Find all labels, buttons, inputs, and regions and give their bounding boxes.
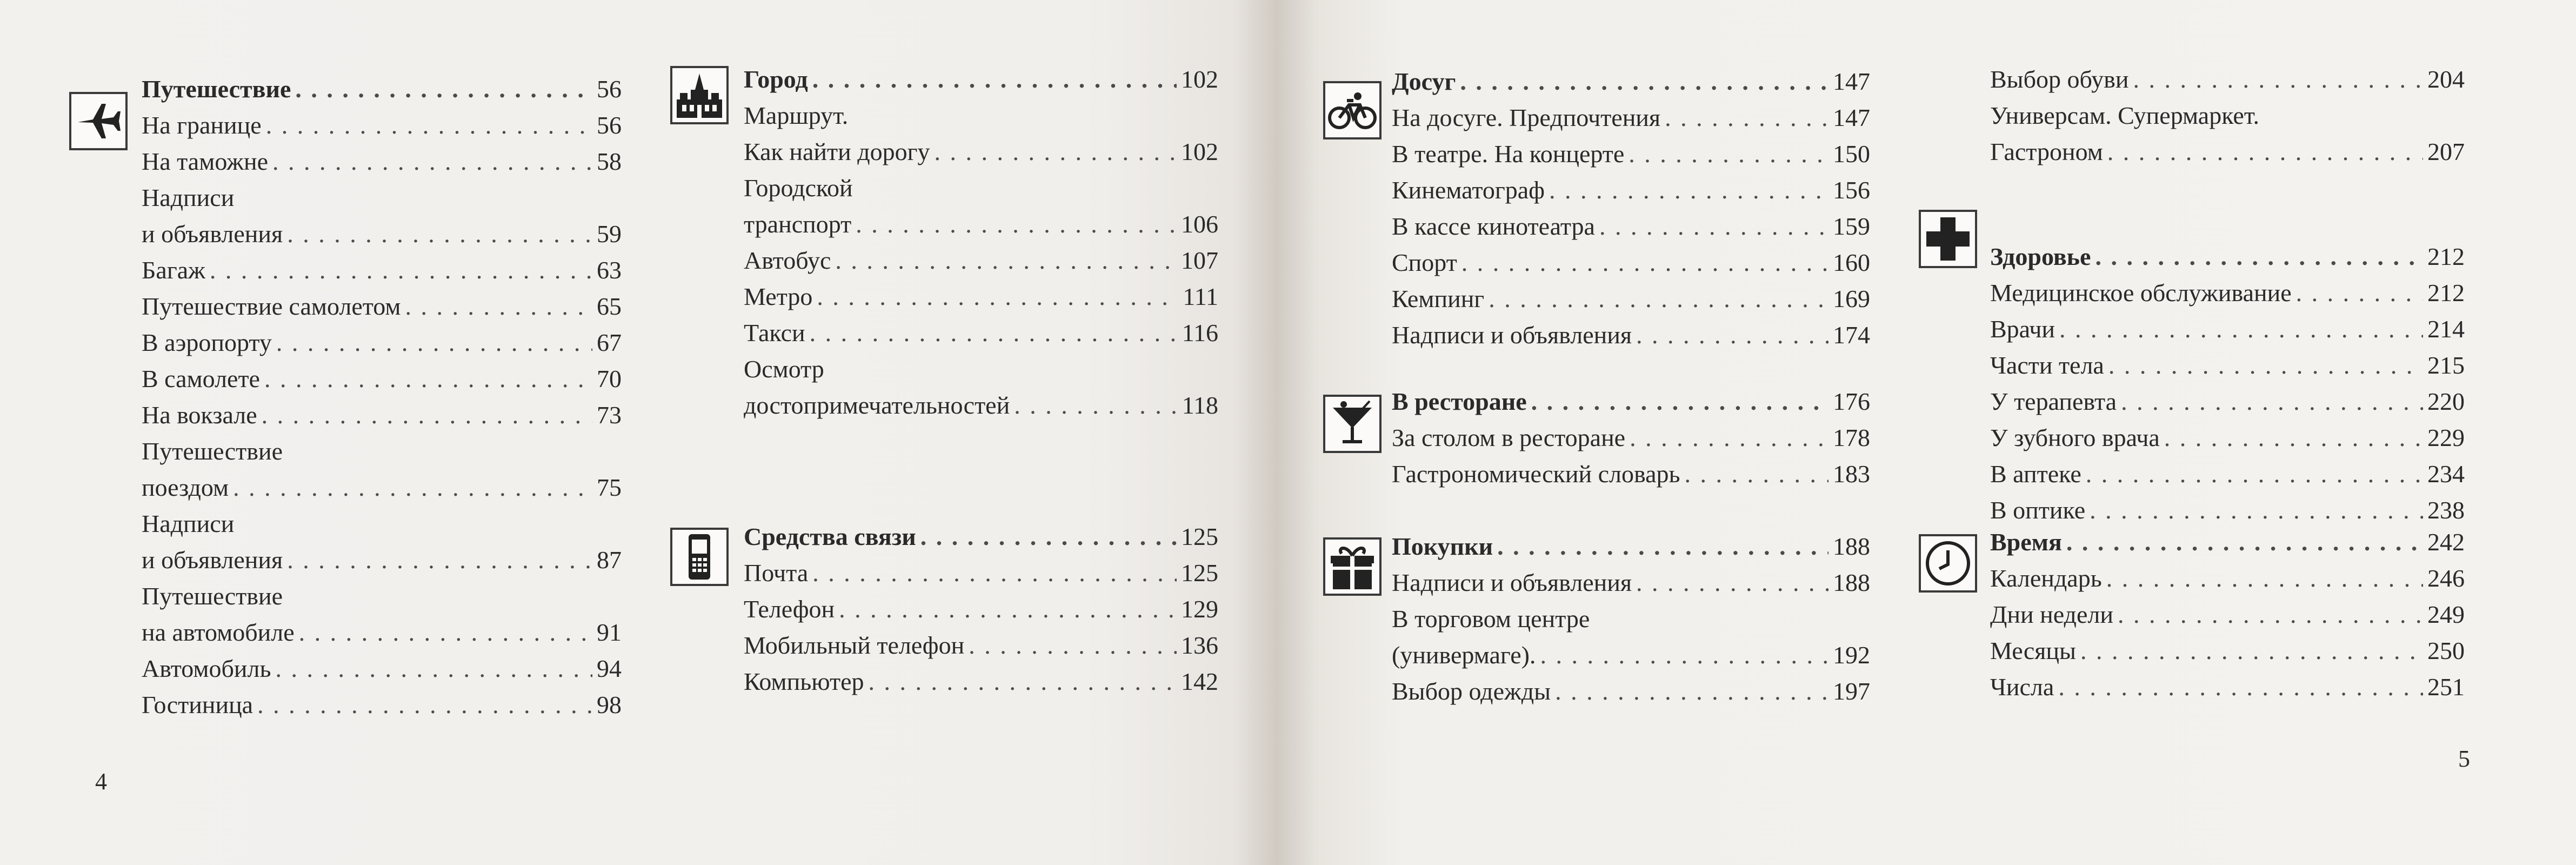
toc-entry[interactable]: [1392, 462, 1870, 487]
toc-page-number: 116: [1182, 319, 1218, 347]
toc-entry-title: В ресторане: [1392, 388, 1527, 415]
dot-leader: [295, 77, 592, 102]
toc-entry[interactable]: [142, 475, 622, 500]
toc-entry-title: Время: [1990, 528, 2062, 556]
toc-page-number: 142: [1181, 668, 1218, 695]
toc-entry[interactable]: [142, 367, 622, 391]
toc-page-number: 63: [597, 256, 622, 284]
dot-leader: [2107, 139, 2423, 164]
toc-entry[interactable]: [1392, 643, 1870, 668]
toc-page-number: 125: [1181, 559, 1218, 587]
toc-entry[interactable]: [744, 357, 824, 382]
toc-entry[interactable]: [1392, 178, 1870, 203]
toc-entry-title: Надписи: [142, 510, 235, 537]
dot-leader: [817, 284, 1178, 309]
toc-page-number: 125: [1181, 523, 1218, 550]
dot-leader: [2121, 389, 2423, 414]
toc-entry-title: Выбор одежды: [1392, 677, 1551, 705]
toc-entry-title: Такси: [744, 319, 805, 347]
toc-page-number: 156: [1833, 176, 1870, 204]
toc-page-number: 147: [1833, 68, 1870, 95]
dot-leader: [299, 620, 592, 645]
toc-entry-title: За столом в ресторане: [1392, 424, 1626, 451]
toc-section-heading[interactable]: [1392, 69, 1870, 94]
book-gutter: [1232, 0, 1319, 865]
dot-leader: [2164, 425, 2423, 450]
toc-entry-title: Автобус: [744, 247, 831, 274]
toc-entry-title: Компьютер: [744, 668, 864, 695]
toc-entry[interactable]: [1392, 607, 1590, 631]
toc-entry-title: На досуге. Предпочтения: [1392, 104, 1661, 131]
toc-page-number: 106: [1181, 210, 1218, 238]
toc-entry-title: достопримечательностей: [744, 391, 1010, 419]
toc-entry-title: Выбор обуви: [1990, 65, 2129, 93]
dot-leader: [810, 321, 1178, 345]
toc-page-number: 75: [597, 474, 622, 501]
toc-entry-title: Медицинское обслуживание: [1990, 279, 2292, 307]
toc-entry-title: Городской: [744, 174, 853, 202]
toc-entry-title: На границе: [142, 111, 262, 139]
dot-leader: [2058, 675, 2423, 700]
toc-section-heading[interactable]: [1392, 389, 1870, 414]
page-number-left: 4: [95, 768, 107, 795]
toc-page-number: 188: [1833, 569, 1870, 596]
dot-leader: [2118, 602, 2423, 627]
dot-leader: [1531, 389, 1828, 414]
toc-entry-title: Почта: [744, 559, 809, 587]
toc-page-number: 150: [1833, 140, 1870, 168]
toc-entry-title: и объявления: [142, 220, 283, 248]
dot-leader: [1665, 105, 1828, 130]
toc-section-heading[interactable]: [142, 77, 622, 102]
toc-page-number: 250: [2427, 637, 2465, 664]
toc-page-number: 251: [2427, 673, 2465, 701]
toc-page-number: 214: [2427, 315, 2465, 343]
dot-leader: [856, 212, 1177, 237]
toc-entry[interactable]: [142, 330, 622, 355]
toc-entry[interactable]: [1392, 425, 1870, 450]
dot-leader: [969, 633, 1177, 658]
toc-entry-title: В оптике: [1990, 496, 2086, 524]
toc-page-number: 91: [597, 618, 622, 646]
dot-leader: [1497, 534, 1828, 559]
toc-page-number: 111: [1183, 283, 1218, 310]
dot-leader: [275, 656, 592, 681]
toc-entry[interactable]: [142, 620, 622, 645]
toc-entry[interactable]: [1392, 250, 1870, 275]
dot-leader: [2090, 498, 2423, 523]
toc-entry[interactable]: [142, 258, 622, 283]
toc-entry[interactable]: [142, 439, 283, 464]
toc-entry-title: Части тела: [1990, 351, 2104, 379]
toc-page-number: 102: [1181, 65, 1218, 93]
toc-page-number: 73: [597, 401, 622, 429]
toc-entry-title: Досуг: [1392, 68, 1456, 95]
toc-entry-title: Мобильный телефон: [744, 631, 965, 659]
toc-entry[interactable]: [1990, 317, 2465, 342]
dot-leader: [1630, 425, 1828, 450]
dot-leader: [2133, 67, 2423, 92]
toc-entry-title: Надписи: [142, 184, 235, 211]
dot-leader: [405, 294, 593, 319]
toc-page-number: 178: [1833, 424, 1870, 451]
toc-entry[interactable]: [142, 656, 622, 681]
clock-icon: [1919, 534, 1977, 593]
toc-entry-title: Маршрут.: [744, 102, 849, 129]
dot-leader: [2066, 530, 2423, 555]
toc-page-number: 159: [1833, 212, 1870, 240]
dot-leader: [839, 597, 1177, 622]
toc-page-number: 192: [1833, 641, 1870, 669]
toc-entry[interactable]: [1990, 139, 2465, 164]
toc-entry[interactable]: [142, 113, 622, 138]
toc-entry-title: В аптеке: [1990, 460, 2081, 488]
toc-entry[interactable]: [744, 633, 1218, 658]
toc-entry-title: на автомобиле: [142, 618, 295, 646]
toc-entry-title: Кинематограф: [1392, 176, 1545, 204]
toc-entry[interactable]: [1990, 498, 2465, 523]
toc-entry[interactable]: [1990, 353, 2465, 378]
dot-leader: [287, 222, 592, 247]
toc-page-number: 147: [1833, 104, 1870, 131]
dot-leader: [2108, 353, 2423, 378]
toc-entry[interactable]: [1392, 105, 1870, 130]
toc-entry[interactable]: [1990, 425, 2465, 450]
toc-entry-title: (универмаге).: [1392, 641, 1536, 669]
toc-page-number: 59: [597, 220, 622, 248]
toc-page-number: 67: [597, 329, 622, 356]
toc-entry-title: Врачи: [1990, 315, 2056, 343]
toc-page-number: 56: [597, 111, 622, 139]
toc-page-number: 183: [1833, 460, 1870, 488]
toc-entry[interactable]: [1392, 287, 1870, 311]
toc-page-number: 129: [1181, 595, 1218, 623]
medical-cross-icon: [1919, 210, 1977, 268]
toc-page-number: 174: [1833, 321, 1870, 349]
toc-entry-title: Средства связи: [744, 523, 916, 550]
toc-entry[interactable]: [744, 212, 1218, 237]
toc-entry[interactable]: [142, 294, 622, 319]
toc-entry[interactable]: [142, 584, 283, 609]
toc-page-number: 220: [2427, 388, 2465, 415]
toc-page-number: 58: [597, 148, 622, 175]
cocktail-glass-icon: [1323, 395, 1382, 453]
dot-leader: [1460, 69, 1828, 94]
dot-leader: [1540, 643, 1828, 668]
dot-leader: [1636, 570, 1828, 595]
toc-entry-title: Спорт: [1392, 249, 1457, 276]
toc-entry-title: Путешествие: [142, 75, 291, 103]
toc-entry-title: Гостиница: [142, 691, 253, 718]
dot-leader: [2095, 244, 2423, 269]
toc-entry[interactable]: [1990, 389, 2465, 414]
toc-page-number: 242: [2427, 528, 2465, 556]
toc-entry[interactable]: [1990, 638, 2465, 663]
toc-section-heading[interactable]: [744, 524, 1218, 549]
dot-leader: [2296, 281, 2423, 305]
dot-leader: [210, 258, 592, 283]
toc-entry-title: Как найти дорогу: [744, 138, 930, 165]
dot-leader: [1599, 214, 1828, 239]
toc-page-number: 136: [1181, 631, 1218, 659]
dot-leader: [835, 248, 1177, 273]
dot-leader: [276, 330, 592, 355]
dot-leader: [266, 113, 592, 138]
toc-entry-title: Автомобиль: [142, 655, 271, 682]
dot-leader: [934, 139, 1177, 164]
dot-leader: [272, 149, 592, 174]
dot-leader: [2059, 317, 2423, 342]
toc-page-number: 249: [2427, 601, 2465, 628]
toc-page-number: 229: [2427, 424, 2465, 451]
toc-entry[interactable]: [1990, 602, 2465, 627]
toc-entry-title: В самолете: [142, 365, 260, 392]
toc-entry[interactable]: [142, 511, 234, 536]
toc-page-number: 70: [597, 365, 622, 392]
toc-entry-title: Надписи и объявления: [1392, 321, 1632, 349]
dot-leader: [1489, 287, 1828, 311]
dot-leader: [1685, 462, 1829, 487]
toc-entry[interactable]: [744, 284, 1218, 309]
toc-entry[interactable]: [1990, 281, 2465, 305]
toc-section-heading[interactable]: [744, 67, 1218, 92]
gift-box-icon: [1323, 537, 1382, 596]
toc-entry-title: У терапевта: [1990, 388, 2117, 415]
city-building-icon: [670, 66, 729, 124]
toc-entry[interactable]: [1392, 214, 1870, 239]
dot-leader: [2106, 566, 2423, 591]
toc-entry[interactable]: [1990, 103, 2259, 128]
toc-page-number: 102: [1181, 138, 1218, 165]
toc-entry-title: Календарь: [1990, 564, 2102, 592]
mobile-phone-icon: [670, 528, 729, 586]
dot-leader: [1629, 142, 1828, 167]
toc-page-number: 188: [1833, 533, 1870, 560]
toc-page-number: 204: [2427, 65, 2465, 93]
toc-page-number: 118: [1182, 391, 1218, 419]
dot-leader: [233, 475, 592, 500]
toc-entry-title: Путешествие: [142, 437, 283, 465]
toc-entry[interactable]: [142, 149, 622, 174]
toc-entry[interactable]: [744, 248, 1218, 273]
dot-leader: [1549, 178, 1828, 203]
dot-leader: [869, 669, 1177, 694]
toc-entry[interactable]: [744, 669, 1218, 694]
toc-page-number: 246: [2427, 564, 2465, 592]
toc-entry[interactable]: [1990, 67, 2465, 92]
toc-entry[interactable]: [744, 597, 1218, 622]
toc-entry-title: Город: [744, 65, 808, 93]
toc-page-number: 197: [1833, 677, 1870, 705]
dot-leader: [1461, 250, 1828, 275]
toc-entry-title: и объявления: [142, 546, 283, 574]
toc-entry-title: Осмотр: [744, 355, 824, 383]
toc-entry-title: Универсам. Супермаркет.: [1990, 102, 2259, 129]
dot-leader: [920, 524, 1177, 549]
toc-entry-title: Покупки: [1392, 533, 1493, 560]
dot-leader: [2080, 638, 2423, 663]
toc-entry-title: На вокзале: [142, 401, 257, 429]
toc-entry[interactable]: [744, 103, 848, 128]
toc-entry-title: Дни недели: [1990, 601, 2113, 628]
toc-entry-title: Путешествие самолетом: [142, 292, 401, 320]
toc-entry-title: Багаж: [142, 256, 205, 284]
toc-entry[interactable]: [1392, 323, 1870, 348]
toc-entry-title: Надписи и объявления: [1392, 569, 1632, 596]
toc-page-number: 176: [1833, 388, 1870, 415]
toc-page-number: 238: [2427, 496, 2465, 524]
dot-leader: [287, 548, 592, 573]
toc-entry-title: Метро: [744, 283, 813, 310]
toc-entry[interactable]: [744, 393, 1218, 418]
toc-page-number: 212: [2427, 279, 2465, 307]
toc-entry[interactable]: [142, 693, 622, 717]
toc-section-heading[interactable]: [1990, 530, 2465, 555]
toc-entry-title: транспорт: [744, 210, 852, 238]
toc-entry-title: поездом: [142, 474, 229, 501]
toc-entry-title: Гастроном: [1990, 138, 2103, 165]
toc-page-number: 107: [1181, 247, 1218, 274]
toc-entry[interactable]: [1392, 142, 1870, 167]
toc-page-number: 212: [2427, 243, 2465, 270]
dot-leader: [812, 67, 1177, 92]
toc-entry[interactable]: [744, 176, 853, 201]
toc-section-heading[interactable]: [1990, 244, 2465, 269]
toc-page-number: 56: [597, 75, 622, 103]
toc-page-number: 207: [2427, 138, 2465, 165]
toc-entry-title: Числа: [1990, 673, 2054, 701]
toc-page-number: 169: [1833, 285, 1870, 312]
toc-entry-title: Месяцы: [1990, 637, 2076, 664]
toc-entry[interactable]: [1990, 462, 2465, 487]
toc-section-heading[interactable]: [1392, 534, 1870, 559]
toc-entry[interactable]: [1990, 566, 2465, 591]
dot-leader: [257, 693, 592, 717]
toc-entry-title: На таможне: [142, 148, 268, 175]
toc-entry[interactable]: [744, 321, 1218, 345]
toc-entry[interactable]: [1392, 679, 1870, 704]
toc-entry[interactable]: [1392, 570, 1870, 595]
dot-leader: [812, 561, 1177, 585]
airplane-icon: [69, 92, 128, 150]
toc-entry[interactable]: [1990, 675, 2465, 700]
page-number-right: 5: [2458, 746, 2470, 772]
toc-page-number: 234: [2427, 460, 2465, 488]
toc-page-number: 94: [597, 655, 622, 682]
toc-entry[interactable]: [142, 548, 622, 573]
toc-entry[interactable]: [142, 185, 234, 210]
dot-leader: [2086, 462, 2423, 487]
dot-leader: [262, 403, 592, 428]
toc-page-number: 98: [597, 691, 622, 718]
dot-leader: [1014, 393, 1177, 418]
toc-entry-title: Путешествие: [142, 582, 283, 610]
dot-leader: [1636, 323, 1828, 348]
bicycle-icon: [1323, 81, 1382, 139]
dot-leader: [1555, 679, 1828, 704]
toc-entry-title: Гастрономический словарь: [1392, 460, 1680, 488]
toc-entry[interactable]: [744, 561, 1218, 585]
toc-entry-title: Кемпинг: [1392, 285, 1485, 312]
dot-leader: [264, 367, 592, 391]
toc-entry-title: Телефон: [744, 595, 835, 623]
toc-entry[interactable]: [142, 222, 622, 247]
toc-page-number: 87: [597, 546, 622, 574]
toc-entry-title: В кассе кинотеатра: [1392, 212, 1595, 240]
toc-page-number: 160: [1833, 249, 1870, 276]
toc-entry-title: Здоровье: [1990, 243, 2091, 270]
toc-entry[interactable]: [744, 139, 1218, 164]
toc-entry-title: В аэропорту: [142, 329, 272, 356]
toc-page-number: 65: [597, 292, 622, 320]
toc-entry[interactable]: [142, 403, 622, 428]
toc-entry-title: В торговом центре: [1392, 605, 1590, 633]
toc-entry-title: В театре. На концерте: [1392, 140, 1625, 168]
toc-page-number: 215: [2427, 351, 2465, 379]
toc-entry-title: У зубного врача: [1990, 424, 2160, 451]
